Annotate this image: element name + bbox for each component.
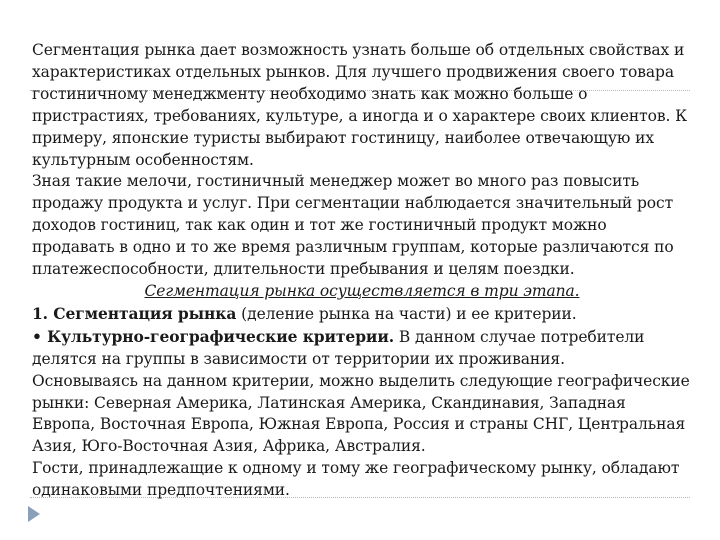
slide-text bbox=[32, 40, 692, 502]
criteria-bullet-title: • Культурно-географические критерии. bbox=[32, 326, 395, 346]
paragraph-shared-preferences: Гости, принадлежащие к одному и тому же географическому рынку, обладают одинаковыми предпочтениями. bbox=[32, 459, 680, 500]
paragraph-segmentation-intro: Сегментация рынка дает возможность узнать больше об отдельных свойствах и характеристиках отдельных рынков. Для лучшего продвижения своего товара гостиничному менеджменту необходимо знать как можно больше о пристрастиях, требованиях, культуре, а иногда и о характере своих клиентов. К примеру, японские туристы выбирают гостиницу, наиболее отвечающую их культурным особенностям. bbox=[32, 41, 688, 169]
paragraph-geographic-markets: Основываясь на данном критерии, можно выделить следующие географические рынки: Северная Америка, Латинская Америка, Скандинавия, Западная Европа, Восточная Европа, Южная Европа, Россия и страны СНГ, Центральная Азия, Юго-Восточная Азия, Африка, Австралия. bbox=[32, 371, 690, 456]
stages-heading-text: Сегментация рынка осуществляется в три этапа. bbox=[144, 281, 580, 300]
criteria-bullet-description: В данном случае потребители делятся на группы в зависимости от территории их проживания. bbox=[32, 327, 645, 368]
stage-one-description: (деление рынка на части) и ее критерии. bbox=[236, 304, 577, 323]
stage-one-item bbox=[32, 303, 692, 326]
stage-one-title: 1. Сегментация рынка bbox=[32, 303, 237, 323]
criteria-bullet bbox=[32, 326, 692, 371]
paragraph-manager-benefits: Зная такие мелочи, гостиничный менеджер может во много раз повысить продажу продукта и услуг. При сегментации наблюдается значительный рост доходов гостиниц, так как один и тот же гостиничный продукт можно продавать в одно и то же время различным группам, которые различаются по платежеспособности, длительности пребывания и целям поездки. bbox=[32, 172, 674, 279]
triangle-right-icon bbox=[28, 506, 40, 522]
stages-heading bbox=[32, 281, 692, 303]
